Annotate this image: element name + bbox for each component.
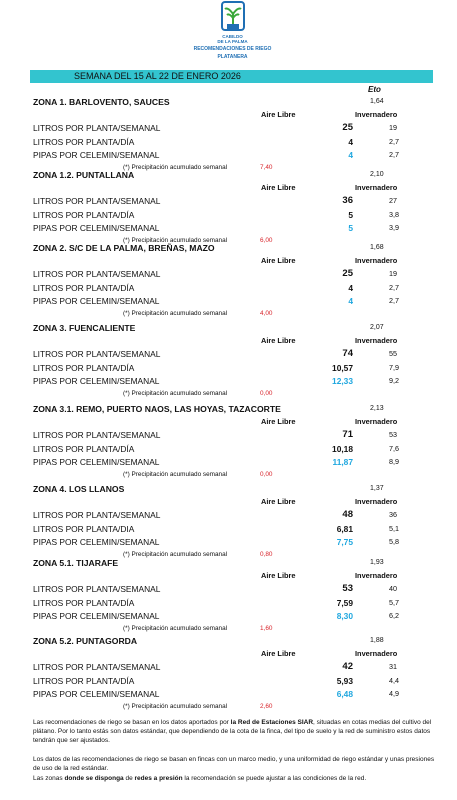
- row-label: LITROS POR PLANTA/SEMANAL: [33, 123, 161, 133]
- aire-libre-value: 12,33: [332, 376, 353, 386]
- zone-title: ZONA 1.2. PUNTALLANA: [33, 170, 135, 180]
- row-pipas-semanal: [33, 223, 433, 235]
- precipitation-row: [123, 164, 273, 171]
- invernadero-value: 7,6: [389, 444, 399, 453]
- aire-libre-value: 25: [342, 268, 353, 279]
- row-pipas-semanal: [33, 611, 433, 623]
- aire-libre-header: Aire Libre: [261, 571, 296, 580]
- row-label: PIPAS POR CELEMIN/SEMANAL: [33, 296, 160, 306]
- row-label: LITROS POR PLANTA/SEMANAL: [33, 584, 161, 594]
- invernadero-header: Invernadero: [355, 110, 398, 119]
- aire-libre-header: Aire Libre: [261, 183, 296, 192]
- invernadero-value: 6,2: [389, 611, 399, 620]
- aire-libre-header: Aire Libre: [261, 256, 296, 265]
- aire-libre-value: 5,93: [336, 676, 353, 686]
- precipitation-value: 1,60: [260, 625, 273, 632]
- row-pipas-semanal: [33, 296, 433, 308]
- row-litros-semanal: [33, 196, 433, 208]
- footer-paragraph-3: [33, 774, 439, 783]
- logo-emblem-icon: [218, 0, 248, 34]
- zone-title: ZONA 3. FUENCALIENTE: [33, 323, 136, 333]
- footer-paragraph-2: Los datos de las recomendaciones de riego se basan en fincas con un marco medio, y una uniformidad de riego estándar y unas presiones de uso de la red estándar.: [33, 756, 435, 772]
- invernadero-header: Invernadero: [355, 571, 398, 580]
- aire-libre-header: Aire Libre: [261, 336, 296, 345]
- row-litros-dia: [33, 137, 433, 149]
- row-litros-semanal: [33, 123, 433, 135]
- row-label: LITROS POR PLANTA/DÍA: [33, 598, 135, 608]
- invernadero-value: 9,2: [389, 376, 399, 385]
- aire-libre-value: 7,59: [336, 598, 353, 608]
- precipitation-value: 0,00: [260, 471, 273, 478]
- week-title: SEMANA DEL 15 AL 22 DE ENERO 2026: [74, 71, 241, 81]
- aire-libre-value: 42: [342, 661, 353, 672]
- invernadero-value: 5,1: [389, 524, 399, 533]
- cabildo-logo: [185, 0, 280, 60]
- footer-p3-a: Las zonas: [33, 775, 65, 782]
- precipitation-row: [123, 625, 273, 632]
- row-label: LITROS POR PLANTA/SEMANAL: [33, 430, 161, 440]
- aire-libre-value: 5: [348, 210, 353, 220]
- zone-title: ZONA 1. BARLOVENTO, SAUCES: [33, 97, 170, 107]
- row-label: LITROS POR PLANTA/DÍA: [33, 363, 135, 373]
- aire-libre-value: 6,48: [336, 689, 353, 699]
- row-pipas-semanal: [33, 537, 433, 549]
- zone-eto-value: 1,88: [370, 637, 384, 644]
- row-label: PIPAS POR CELEMIN/SEMANAL: [33, 537, 160, 547]
- precipitation-label: (*) Precipitación acumulado semanal: [123, 237, 228, 244]
- footer-p1-b: la Red de Estaciones SIAR: [230, 719, 314, 726]
- footer-p3-b: donde se disponga: [64, 775, 124, 782]
- precipitation-label: (*) Precipitación acumulado semanal: [123, 310, 228, 317]
- invernadero-value: 2,7: [389, 283, 399, 292]
- precipitation-label: (*) Precipitación acumulado semanal: [123, 625, 228, 632]
- row-litros-semanal: [33, 510, 433, 522]
- eto-header: Eto: [368, 85, 381, 94]
- aire-libre-value: 11,87: [332, 457, 353, 467]
- zone-eto-value: 1,68: [370, 244, 384, 251]
- row-litros-semanal: [33, 269, 433, 281]
- row-label: LITROS POR PLANTA/DÍA: [33, 283, 135, 293]
- aire-libre-value: 7,75: [336, 537, 353, 547]
- aire-libre-value: 5: [348, 223, 353, 233]
- row-pipas-semanal: [33, 457, 433, 469]
- invernadero-header: Invernadero: [355, 417, 398, 426]
- invernadero-value: 2,7: [389, 150, 399, 159]
- precipitation-row: [123, 471, 273, 478]
- row-label: LITROS POR PLANTA/DÍA: [33, 676, 135, 686]
- aire-libre-value: 48: [342, 509, 353, 520]
- row-litros-dia: [33, 524, 433, 536]
- row-label: LITROS POR PLANTA/DÍA: [33, 210, 135, 220]
- row-pipas-semanal: [33, 150, 433, 162]
- aire-libre-value: 4: [348, 283, 353, 293]
- invernadero-header: Invernadero: [355, 183, 398, 192]
- aire-libre-header: Aire Libre: [261, 110, 296, 119]
- invernadero-value: 27: [389, 196, 397, 205]
- logo-org-line2: DE LA PALMA: [217, 39, 248, 44]
- invernadero-value: 3,8: [389, 210, 399, 219]
- zone-eto-value: 2,07: [370, 324, 384, 331]
- invernadero-value: 2,7: [389, 296, 399, 305]
- row-litros-dia: [33, 676, 433, 688]
- row-litros-semanal: [33, 662, 433, 674]
- aire-libre-value: 6,81: [336, 524, 353, 534]
- aire-libre-value: 8,30: [336, 611, 353, 621]
- row-litros-dia: [33, 444, 433, 456]
- precipitation-row: [123, 310, 273, 317]
- aire-libre-value: 53: [342, 583, 353, 594]
- precipitation-row: [123, 390, 273, 397]
- row-litros-semanal: [33, 584, 433, 596]
- precipitation-value: 7,40: [260, 164, 273, 171]
- zone-title: ZONA 3.1. REMO, PUERTO NAOS, LAS HOYAS, TAZACORTE: [33, 404, 281, 414]
- row-litros-semanal: [33, 349, 433, 361]
- invernadero-value: 19: [389, 123, 397, 132]
- footer-p3-c: de: [123, 775, 135, 782]
- aire-libre-value: 4: [348, 150, 353, 160]
- invernadero-value: 8,9: [389, 457, 399, 466]
- row-label: PIPAS POR CELEMIN/SEMANAL: [33, 689, 160, 699]
- row-litros-dia: [33, 283, 433, 295]
- zone-title: ZONA 2. S/C DE LA PALMA, BREÑAS, MAZO: [33, 243, 215, 253]
- zone-eto-value: 1,37: [370, 485, 384, 492]
- precipitation-row: [123, 551, 273, 558]
- invernadero-header: Invernadero: [355, 497, 398, 506]
- invernadero-value: 36: [389, 510, 397, 519]
- logo-title-line1: RECOMENDACIONES DE RIEGO: [193, 46, 272, 52]
- zone-eto-value: 1,93: [370, 559, 384, 566]
- invernadero-value: 2,7: [389, 137, 399, 146]
- precipitation-label: (*) Precipitación acumulado semanal: [123, 471, 228, 478]
- row-label: LITROS POR PLANTA/SEMANAL: [33, 196, 161, 206]
- logo-org-line1: CABILDO: [222, 34, 243, 39]
- row-pipas-semanal: [33, 689, 433, 701]
- row-label: LITROS POR PLANTA/DIA: [33, 524, 135, 534]
- row-pipas-semanal: [33, 376, 433, 388]
- row-label: LITROS POR PLANTA/SEMANAL: [33, 269, 161, 279]
- precipitation-value: 6,00: [260, 237, 273, 244]
- row-label: PIPAS POR CELEMIN/SEMANAL: [33, 223, 160, 233]
- aire-libre-value: 10,18: [332, 444, 353, 454]
- row-label: LITROS POR PLANTA/SEMANAL: [33, 510, 161, 520]
- invernadero-value: 5,8: [389, 537, 399, 546]
- row-label: LITROS POR PLANTA/DÍA: [33, 137, 135, 147]
- row-label: PIPAS POR CELEMIN/SEMANAL: [33, 376, 160, 386]
- invernadero-value: 19: [389, 269, 397, 278]
- aire-libre-value: 4: [348, 137, 353, 147]
- precipitation-row: [123, 703, 273, 710]
- invernadero-header: Invernadero: [355, 336, 398, 345]
- invernadero-value: 55: [389, 349, 397, 358]
- invernadero-value: 53: [389, 430, 397, 439]
- aire-libre-header: Aire Libre: [261, 417, 296, 426]
- precipitation-value: 0,80: [260, 551, 273, 558]
- row-label: LITROS POR PLANTA/DÍA: [33, 444, 135, 454]
- aire-libre-header: Aire Libre: [261, 649, 296, 658]
- invernadero-value: 5,7: [389, 598, 399, 607]
- zone-title: ZONA 4. LOS LLANOS: [33, 484, 125, 494]
- footer-p1-a: Las recomendaciones de riego se basan en los datos aportados por: [33, 719, 231, 726]
- aire-libre-header: Aire Libre: [261, 497, 296, 506]
- footer-paragraph-1: [33, 718, 439, 745]
- row-label: PIPAS POR CELEMIN/SEMANAL: [33, 150, 160, 160]
- row-label: LITROS POR PLANTA/SEMANAL: [33, 662, 161, 672]
- aire-libre-value: 25: [342, 122, 353, 133]
- precipitation-value: 2,60: [260, 703, 273, 710]
- precipitation-label: (*) Precipitación acumulado semanal: [123, 551, 228, 558]
- aire-libre-value: 4: [348, 296, 353, 306]
- invernadero-value: 4,4: [389, 676, 399, 685]
- footer-p3-e: la recomendación se puede ajustar a las condiciones de la red.: [182, 775, 367, 782]
- invernadero-value: 3,9: [389, 223, 399, 232]
- footer-p1-c: , situadas en cotas medias del cultivo del plátano. Por lo tanto estás son datos estándar, que dependiendo de la cota de la finca, del tipo de suelo y la red de suministro estos datos tendrán que ser ajustados.: [33, 719, 432, 744]
- invernadero-value: 7,9: [389, 363, 399, 372]
- logo-title-line2: PLATANERA: [217, 54, 248, 60]
- zone-title: ZONA 5.2. PUNTAGORDA: [33, 636, 138, 646]
- row-litros-dia: [33, 598, 433, 610]
- invernadero-header: Invernadero: [355, 256, 398, 265]
- week-band: [30, 70, 433, 83]
- zone-title: ZONA 5.1. TIJARAFE: [33, 558, 119, 568]
- aire-libre-value: 71: [342, 429, 353, 440]
- row-litros-dia: [33, 363, 433, 375]
- invernadero-value: 40: [389, 584, 397, 593]
- row-label: LITROS POR PLANTA/SEMANAL: [33, 349, 161, 359]
- zone-eto-value: 2,10: [370, 171, 384, 178]
- invernadero-value: 4,9: [389, 689, 399, 698]
- invernadero-value: 31: [389, 662, 397, 671]
- row-litros-dia: [33, 210, 433, 222]
- aire-libre-value: 10,57: [332, 363, 353, 373]
- precipitation-value: 4,00: [260, 310, 273, 317]
- aire-libre-value: 36: [342, 195, 353, 206]
- precipitation-label: (*) Precipitación acumulado semanal: [123, 703, 228, 710]
- aire-libre-value: 74: [342, 348, 353, 359]
- zone-eto-value: 1,64: [370, 98, 384, 105]
- footer-p3-d: redes a presión: [134, 775, 183, 782]
- precipitation-value: 0,00: [260, 390, 273, 397]
- row-litros-semanal: [33, 430, 433, 442]
- invernadero-header: Invernadero: [355, 649, 398, 658]
- precipitation-label: (*) Precipitación acumulado semanal: [123, 164, 228, 171]
- row-label: PIPAS POR CELEMIN/SEMANAL: [33, 611, 160, 621]
- row-label: PIPAS POR CELEMIN/SEMANAL: [33, 457, 160, 467]
- precipitation-label: (*) Precipitación acumulado semanal: [123, 390, 228, 397]
- zone-eto-value: 2,13: [370, 405, 384, 412]
